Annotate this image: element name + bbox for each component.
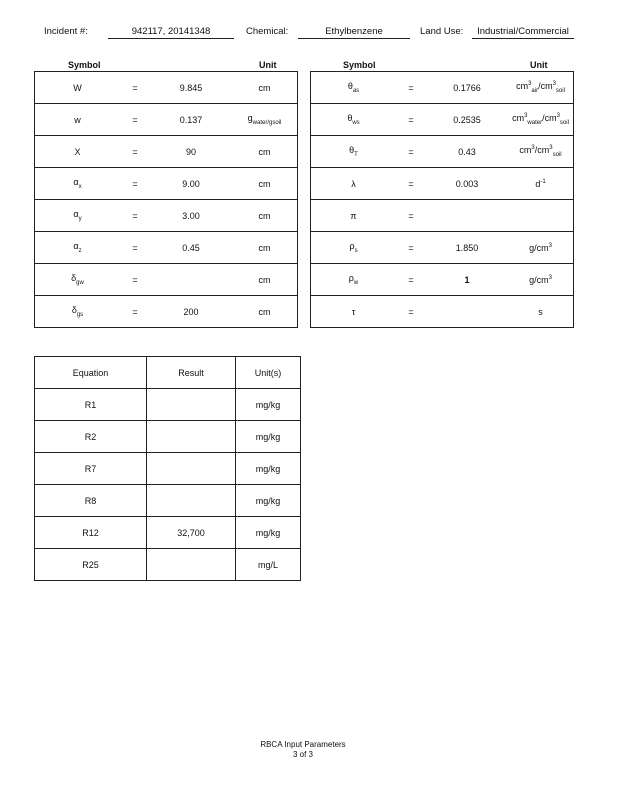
unit-cell: mg/kg xyxy=(236,517,301,549)
symbol-cell: $\alpha_x$ xyxy=(35,168,121,200)
equation-cell: R2 xyxy=(35,421,147,453)
footer-title: RBCA Input Parameters xyxy=(260,740,346,749)
table-row xyxy=(35,549,301,581)
value-cell: 0.1766 xyxy=(426,72,508,104)
unit-cell: cm xyxy=(232,296,298,328)
table-row xyxy=(311,72,574,104)
table-row xyxy=(35,389,301,421)
unit-cell: s xyxy=(508,296,574,328)
value-cell: 0.137 xyxy=(150,104,232,136)
value-cell xyxy=(426,200,508,232)
result-cell xyxy=(147,389,236,421)
unit-cell: cm xyxy=(232,232,298,264)
equation-cell: R7 xyxy=(35,453,147,485)
equals-cell: = xyxy=(396,232,426,264)
value-cell: 9.845 xyxy=(150,72,232,104)
equals-cell: = xyxy=(120,264,150,296)
table-row xyxy=(311,264,574,296)
equals-cell: = xyxy=(120,104,150,136)
units-header: Unit(s) xyxy=(236,357,301,389)
symbol-cell: $\delta_{gw}$ xyxy=(35,264,121,296)
table-row xyxy=(35,296,298,328)
chemical-label: Chemical: xyxy=(246,26,289,37)
result-cell: 32,700 xyxy=(147,517,236,549)
equals-cell: = xyxy=(120,72,150,104)
value-cell: 90 xyxy=(150,136,232,168)
unit-cell: mg/kg xyxy=(236,389,301,421)
unit-cell: cm xyxy=(232,136,298,168)
value-cell xyxy=(426,296,508,328)
table-row xyxy=(35,200,298,232)
right-unit-header: Unit xyxy=(530,60,548,70)
left-unit-header: Unit xyxy=(259,60,277,70)
value-cell: 0.2535 xyxy=(426,104,508,136)
incident-value: 942117, 20141348 xyxy=(108,26,234,39)
unit-cell: mg/kg xyxy=(236,485,301,517)
symbol-cell: $\theta_{ws}$ xyxy=(311,104,397,136)
symbol-cell: π xyxy=(311,200,397,232)
unit-cell: $g/cm^3$ xyxy=(508,232,574,264)
unit-cell: cm xyxy=(232,72,298,104)
left-parameter-table xyxy=(34,71,298,328)
table-row xyxy=(311,200,574,232)
equals-cell: = xyxy=(396,104,426,136)
unit-cell: $g_{water/gsoil}$ xyxy=(232,104,298,136)
unit-cell: $g/cm^3$ xyxy=(508,264,574,296)
equals-cell: = xyxy=(396,200,426,232)
table-row xyxy=(311,168,574,200)
unit-cell xyxy=(508,200,574,232)
symbol-cell: λ xyxy=(311,168,397,200)
table-header-row xyxy=(35,357,301,389)
symbol-cell: w xyxy=(35,104,121,136)
symbol-cell: $\delta_{gs}$ xyxy=(35,296,121,328)
right-symbol-header: Symbol xyxy=(343,60,376,70)
unit-cell: cm xyxy=(232,168,298,200)
equals-cell: = xyxy=(396,264,426,296)
equation-cell: R1 xyxy=(35,389,147,421)
unit-cell: mg/kg xyxy=(236,421,301,453)
value-cell: 9.00 xyxy=(150,168,232,200)
table-row xyxy=(35,232,298,264)
unit-cell: $cm^3/cm^3_{soil}$ xyxy=(508,136,574,168)
equals-cell: = xyxy=(120,168,150,200)
table-row xyxy=(35,264,298,296)
equals-cell: = xyxy=(396,136,426,168)
symbol-cell: $\theta_{as}$ xyxy=(311,72,397,104)
result-cell xyxy=(147,549,236,581)
right-parameter-table xyxy=(310,71,574,328)
equation-cell: R12 xyxy=(35,517,147,549)
table-row xyxy=(311,104,574,136)
symbol-cell: $\alpha_y$ xyxy=(35,200,121,232)
table-row xyxy=(35,485,301,517)
incident-label: Incident #: xyxy=(44,26,88,37)
unit-cell: cm xyxy=(232,264,298,296)
symbol-cell: $\rho_w$ xyxy=(311,264,397,296)
chemical-value: Ethylbenzene xyxy=(298,26,410,39)
result-cell xyxy=(147,453,236,485)
symbol-cell: τ xyxy=(311,296,397,328)
unit-cell: $d^{-1}$ xyxy=(508,168,574,200)
symbol-cell: $\theta_T$ xyxy=(311,136,397,168)
symbol-cell: $\alpha_z$ xyxy=(35,232,121,264)
equation-header: Equation xyxy=(35,357,147,389)
equation-results-table xyxy=(34,356,301,581)
value-cell: 1 xyxy=(426,264,508,296)
value-cell: 1.850 xyxy=(426,232,508,264)
unit-cell: mg/kg xyxy=(236,453,301,485)
value-cell: 0.45 xyxy=(150,232,232,264)
unit-cell: cm xyxy=(232,200,298,232)
symbol-cell: X xyxy=(35,136,121,168)
equals-cell: = xyxy=(120,200,150,232)
equation-cell: R25 xyxy=(35,549,147,581)
result-header: Result xyxy=(147,357,236,389)
table-row xyxy=(311,296,574,328)
table-row xyxy=(35,72,298,104)
table-row xyxy=(311,136,574,168)
equals-cell: = xyxy=(396,72,426,104)
symbol-cell: W xyxy=(35,72,121,104)
table-row xyxy=(35,421,301,453)
equals-cell: = xyxy=(396,168,426,200)
value-cell: 200 xyxy=(150,296,232,328)
unit-cell: $cm^3_{air}/cm^3_{soil}$ xyxy=(508,72,574,104)
symbol-cell: $\rho_s$ xyxy=(311,232,397,264)
value-cell: 0.003 xyxy=(426,168,508,200)
table-row xyxy=(35,168,298,200)
table-row xyxy=(35,136,298,168)
equals-cell: = xyxy=(120,296,150,328)
unit-cell: $cm^3_{water}/cm^3_{soil}$ xyxy=(508,104,574,136)
equation-cell: R8 xyxy=(35,485,147,517)
left-symbol-header: Symbol xyxy=(68,60,101,70)
value-cell: 3.00 xyxy=(150,200,232,232)
result-cell xyxy=(147,421,236,453)
table-row xyxy=(35,517,301,549)
equals-cell: = xyxy=(120,136,150,168)
land-use-value: Industrial/Commercial xyxy=(472,26,574,39)
table-row xyxy=(35,104,298,136)
table-row xyxy=(35,453,301,485)
equals-cell: = xyxy=(120,232,150,264)
table-row xyxy=(311,232,574,264)
unit-cell: mg/L xyxy=(236,549,301,581)
value-cell: 0.43 xyxy=(426,136,508,168)
page-number: 3 of 3 xyxy=(292,750,313,759)
equals-cell: = xyxy=(396,296,426,328)
value-cell xyxy=(150,264,232,296)
result-cell xyxy=(147,485,236,517)
land-use-label: Land Use: xyxy=(420,26,464,37)
